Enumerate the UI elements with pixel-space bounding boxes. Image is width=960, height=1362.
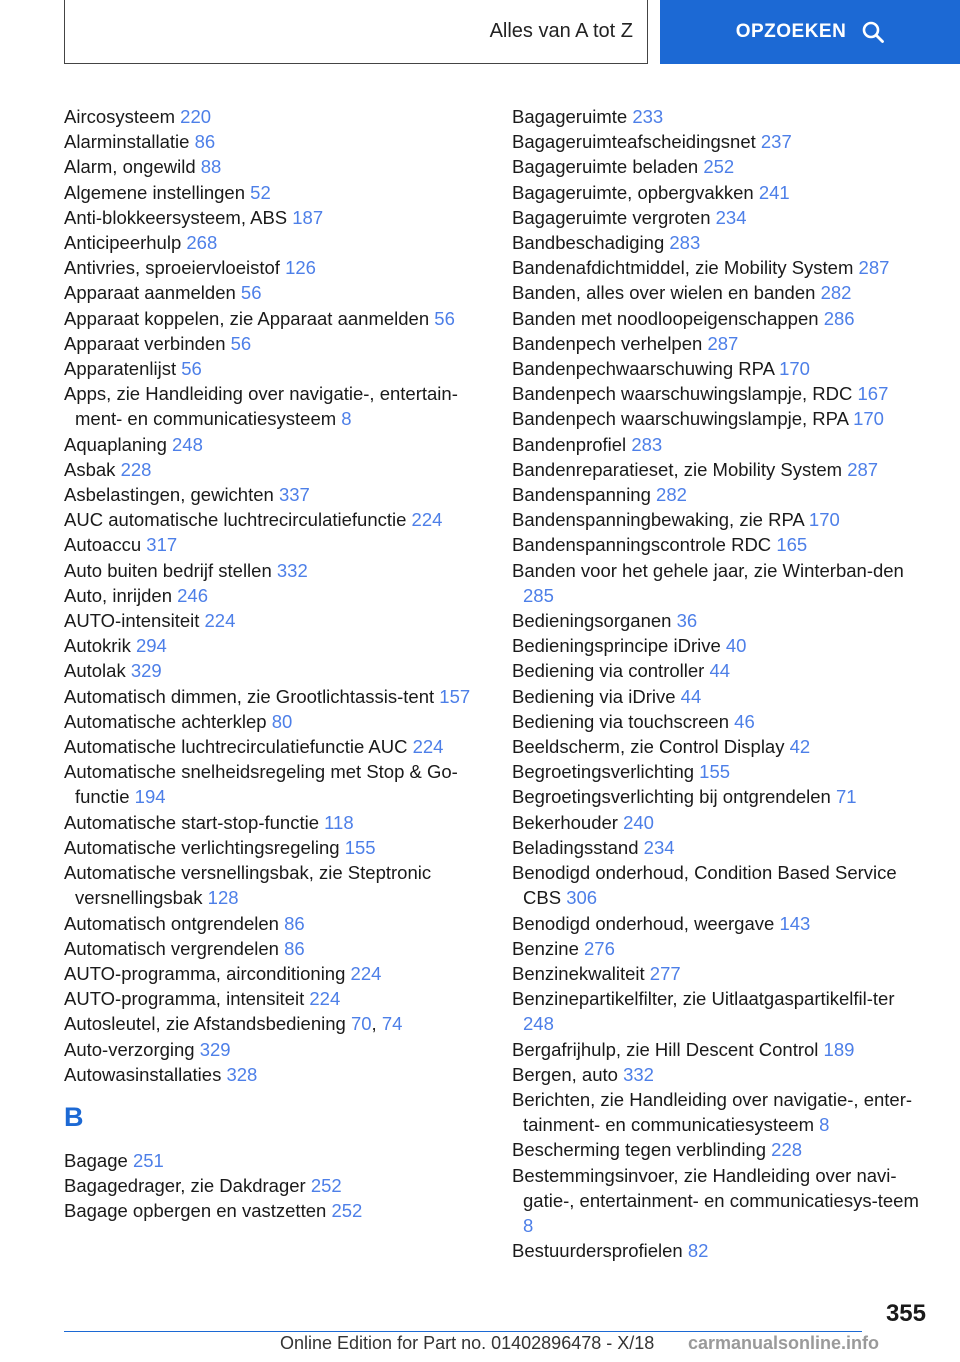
index-entry: [512, 1037, 928, 1062]
index-term: Apps, zie Handleiding over navigatie-, entertain-ment- en communicatiesysteem: [64, 383, 458, 430]
page-link[interactable]: 276: [584, 937, 615, 959]
index-entry: [512, 154, 928, 179]
index-term: Apparaat aanmelden: [64, 282, 236, 304]
index-column-left: [64, 104, 480, 1224]
index-term: Asbelastingen, gewichten: [64, 484, 274, 506]
page-link[interactable]: 287: [858, 257, 890, 279]
index-entry: [64, 1037, 480, 1062]
page-link[interactable]: 234: [715, 206, 747, 228]
index-term: Benzinepartikelfilter, zie Uitlaatgaspartikelfil-ter: [512, 988, 895, 1010]
index-term: Anti-blokkeersysteem, ABS: [64, 206, 288, 228]
index-term: Bandenspanning: [512, 484, 651, 506]
index-entry: [512, 356, 928, 381]
page-link[interactable]: 56: [230, 332, 252, 354]
index-entry: [64, 558, 480, 583]
index-entry: [512, 986, 928, 1036]
index-term: Auto-verzorging: [64, 1038, 195, 1060]
page-link[interactable]: 155: [344, 836, 376, 858]
index-term: Bandenpech verhelpen: [512, 332, 703, 354]
index-entry: [64, 457, 480, 482]
page-link[interactable]: 224: [350, 962, 382, 984]
page-link[interactable]: 42: [789, 736, 811, 758]
index-term: Bagagedrager, zie Dakdrager: [64, 1175, 306, 1197]
index-term: Bagage: [64, 1149, 128, 1171]
index-term: Benzinekwaliteit: [512, 962, 645, 984]
index-term: Bagageruimte, opbergvakken: [512, 181, 754, 203]
index-entry: [512, 381, 928, 406]
index-term: Antivries, sproeiervloeistof: [64, 257, 280, 279]
index-entry: [64, 129, 480, 154]
index-term: Begroetingsverlichting: [512, 761, 695, 783]
index-term: AUTO-programma, intensiteit: [64, 988, 305, 1010]
index-entry: [64, 255, 480, 280]
index-entry: [512, 406, 928, 431]
page-link[interactable]: 277: [649, 962, 681, 984]
page-link[interactable]: 332: [623, 1063, 654, 1085]
index-entry: [512, 633, 928, 658]
page-link[interactable]: 46: [734, 710, 755, 732]
index-term: Berichten, zie Handleiding over navigatie-, enter-tainment- en communicatiesysteem: [512, 1088, 913, 1136]
index-entry: [512, 1163, 928, 1239]
page-link[interactable]: 74: [381, 1013, 403, 1035]
index-term: Automatisch ontgrendelen: [64, 912, 279, 934]
index-term: Aircosysteem: [64, 106, 176, 127]
page-link[interactable]: 251: [132, 1149, 164, 1171]
index-term: Bandenprofiel: [512, 433, 627, 455]
index-entry: [64, 205, 480, 230]
page-link[interactable]: 252: [331, 1200, 363, 1222]
index-term: Begroetingsverlichting bij ontgrendelen: [512, 786, 831, 808]
page-link[interactable]: 170: [808, 509, 840, 531]
index-term: Beeldscherm, zie Control Display: [512, 736, 785, 758]
page-link[interactable]: 248: [172, 433, 203, 455]
page-link[interactable]: 283: [669, 232, 701, 254]
page-link[interactable]: 8: [341, 408, 352, 430]
page-link[interactable]: 224: [411, 509, 443, 531]
index-term: Automatisch vergrendelen: [64, 937, 279, 959]
index-entry: [512, 1062, 928, 1087]
page-link[interactable]: 252: [703, 156, 735, 178]
page-link[interactable]: 329: [199, 1038, 231, 1060]
index-term: Bekerhouder: [512, 811, 618, 833]
index-entry: [64, 936, 480, 961]
index-term: Alarm, ongewild: [64, 156, 196, 178]
index-entry: [64, 356, 480, 381]
index-entry: [64, 432, 480, 457]
page-link[interactable]: 86: [284, 912, 305, 934]
index-entry: [64, 810, 480, 835]
index-term: Apparatenlijst: [64, 358, 177, 380]
page-link[interactable]: 224: [309, 988, 341, 1010]
index-term: Bandenreparatieset, zie Mobility System: [512, 458, 843, 480]
index-entry: [512, 961, 928, 986]
index-term: Bergafrijhulp, zie Hill Descent Control: [512, 1038, 819, 1060]
index-entry: [512, 104, 928, 129]
page-link[interactable]: 287: [707, 332, 739, 354]
page-link[interactable]: 80: [271, 710, 293, 732]
page-link[interactable]: 224: [412, 736, 444, 758]
index-entry: Autosleutel, zie Afstandsbediening 70, 74: [64, 1013, 403, 1035]
page-link[interactable]: 282: [656, 484, 687, 506]
page-link[interactable]: 286: [823, 307, 855, 329]
page-link[interactable]: 88: [200, 156, 222, 178]
page-link[interactable]: 268: [186, 232, 218, 254]
page-link[interactable]: 337: [278, 484, 310, 506]
index-term: Autolak: [64, 660, 126, 682]
index-term: Apparaat verbinden: [64, 332, 226, 354]
index-entry: [512, 835, 928, 860]
index-term: Autosleutel, zie Afstandsbediening: [64, 1013, 346, 1035]
index-term: AUTO-programma, airconditioning: [64, 962, 346, 984]
index-term: Bergen, auto: [512, 1063, 618, 1085]
index-entry: [512, 1238, 928, 1263]
index-entry: [512, 784, 928, 809]
page-link[interactable]: 8: [523, 1214, 534, 1236]
page-link[interactable]: 167: [857, 383, 889, 405]
index-term: Auto buiten bedrijf stellen: [64, 559, 272, 581]
page-link[interactable]: 329: [130, 660, 162, 682]
page-link[interactable]: 170: [853, 408, 884, 430]
index-entry: [64, 911, 480, 936]
index-entry: [64, 759, 480, 809]
page-link[interactable]: 248: [523, 1013, 554, 1035]
page-link[interactable]: 126: [285, 257, 316, 279]
index-entry: [64, 482, 480, 507]
index-term: Algemene instellingen: [64, 181, 246, 203]
index-entry: [512, 608, 928, 633]
index-entry: [64, 154, 480, 179]
page-link[interactable]: 228: [771, 1139, 803, 1161]
index-entry: [512, 759, 928, 784]
index-term: Bandenpech waarschuwingslampje, RDC: [512, 383, 853, 405]
index-entry: [512, 306, 928, 331]
index-entry: [64, 1173, 480, 1198]
index-term: Bandenafdichtmiddel, zie Mobility System: [512, 257, 854, 279]
page-link[interactable]: 189: [823, 1038, 855, 1060]
index-term: Automatisch dimmen, zie Grootlichtassis-tent: [64, 685, 435, 707]
page-link[interactable]: 44: [680, 685, 702, 707]
search-icon: [862, 21, 884, 43]
page-link[interactable]: 228: [120, 458, 152, 480]
page-link[interactable]: 118: [324, 811, 354, 833]
index-term: Bediening via controller: [512, 660, 705, 682]
index-entry: [64, 633, 480, 658]
index-term: Automatische start-stop-functie: [64, 811, 319, 833]
index-entry: [64, 507, 480, 532]
index-term: Autokrik: [64, 635, 131, 657]
page-link[interactable]: 70: [350, 1013, 372, 1035]
index-entry: [512, 936, 928, 961]
index-entry: [512, 734, 928, 759]
page-link[interactable]: 241: [758, 181, 790, 203]
page-link[interactable]: 56: [434, 307, 455, 329]
page-link[interactable]: 332: [276, 559, 308, 581]
index-term: Bagageruimte beladen: [512, 156, 699, 178]
index-term: Anticipeerhulp: [64, 232, 182, 254]
page-link[interactable]: 82: [687, 1240, 709, 1262]
page-link[interactable]: 220: [180, 106, 212, 127]
index-entry: [64, 180, 480, 205]
index-entry: [512, 230, 928, 255]
index-term: Bestemmingsinvoer, zie Handleiding over navi-gatie-, entertainment- en communicatiesys-teem: [512, 1164, 919, 1211]
index-entry: [512, 911, 928, 936]
index-entry: [64, 986, 480, 1011]
index-term: Automatische versnellingsbak, zie Steptronic versnellingsbak: [64, 862, 432, 909]
page-link[interactable]: 194: [134, 786, 166, 808]
edition-text: Online Edition for Part no. 01402896478 - X/18: [280, 1333, 655, 1353]
index-term: Banden voor het gehele jaar, zie Winterban-den: [512, 559, 904, 581]
index-entry: [64, 532, 480, 557]
index-term: AUC automatische luchtrecirculatiefunctie: [64, 509, 407, 531]
page-link[interactable]: 165: [776, 534, 808, 556]
index-term: Beladingsstand: [512, 836, 639, 858]
index-entry: [64, 684, 480, 709]
index-term: Autoaccu: [64, 534, 142, 556]
index-entry: [512, 658, 928, 683]
index-term: Bedieningsprincipe iDrive: [512, 635, 721, 657]
index-entry: [512, 1137, 928, 1162]
page-link[interactable]: 52: [250, 181, 271, 203]
index-entry: [512, 709, 928, 734]
index-entry: [512, 280, 928, 305]
page-link[interactable]: 40: [725, 635, 747, 657]
index-entry: [512, 507, 928, 532]
index-term: Bandenpechwaarschuwing RPA: [512, 358, 774, 380]
index-entry: [512, 810, 928, 835]
index-term: Banden, alles over wielen en banden: [512, 282, 816, 304]
index-term: Bediening via touchscreen: [512, 710, 730, 732]
index-entry: [64, 608, 480, 633]
index-term: Automatische luchtrecirculatiefunctie AUC: [64, 736, 408, 758]
index-term: Bandbeschadiging: [512, 232, 665, 254]
index-term: Bagageruimteafscheidingsnet: [512, 131, 756, 153]
index-term: Bedieningsorganen: [512, 610, 672, 632]
index-entry: [512, 129, 928, 154]
index-entry: [512, 457, 928, 482]
index-term: Bagageruimte vergroten: [512, 206, 711, 228]
index-term: Benodigd onderhoud, weergave: [512, 912, 775, 934]
page-link[interactable]: 56: [240, 282, 262, 304]
page-link[interactable]: 128: [207, 887, 239, 909]
index-entry: [64, 860, 480, 910]
index-entry: [512, 255, 928, 280]
index-entry: [512, 1087, 928, 1137]
page-link[interactable]: 86: [194, 131, 216, 153]
section-title-tab: [64, 0, 648, 64]
index-term: Asbak: [64, 458, 116, 480]
search-label: OPZOEKEN: [735, 21, 847, 42]
index-entry: [64, 583, 480, 608]
page-link[interactable]: 155: [699, 761, 731, 783]
index-term: Autowasinstallaties: [64, 1063, 222, 1085]
index-entry: [64, 658, 480, 683]
page-link[interactable]: 71: [835, 786, 857, 808]
page-link[interactable]: 246: [177, 584, 208, 606]
index-entry: [512, 180, 928, 205]
page-link[interactable]: 237: [760, 131, 792, 153]
index-entry: [64, 381, 480, 431]
page-link[interactable]: 328: [226, 1063, 258, 1085]
index-entry: [64, 961, 480, 986]
index-term: Bescherming tegen verblinding: [512, 1139, 767, 1161]
index-entry: [64, 1198, 480, 1223]
page-link[interactable]: 306: [566, 887, 598, 909]
index-entry: [64, 835, 480, 860]
index-term: Bediening via iDrive: [512, 685, 676, 707]
index-entry: [64, 331, 480, 356]
page-link[interactable]: 240: [623, 811, 654, 833]
index-term: Bandenspanningscontrole RDC: [512, 534, 772, 556]
index-entry: [64, 734, 480, 759]
index-term: Aquaplaning: [64, 433, 167, 455]
page-link[interactable]: 317: [146, 534, 178, 556]
index-entry: [512, 482, 928, 507]
page-link[interactable]: 283: [631, 433, 663, 455]
index-entry: [512, 432, 928, 457]
index-term: Automatische achterklep: [64, 710, 267, 732]
index-term: Bagage opbergen en vastzetten: [64, 1200, 327, 1222]
index-entry: [64, 230, 480, 255]
page-link[interactable]: 252: [310, 1175, 342, 1197]
index-term: Bandenpech waarschuwingslampje, RPA: [512, 408, 848, 430]
page-link[interactable]: 143: [779, 912, 811, 934]
page-link[interactable]: 224: [204, 610, 236, 632]
page-link[interactable]: 233: [632, 106, 664, 127]
index-entry: [64, 104, 480, 129]
index-term: Bandenspanningbewaking, zie RPA: [512, 509, 804, 531]
index-term: Apparaat koppelen, zie Apparaat aanmelden: [64, 307, 430, 329]
index-entry: [64, 1062, 480, 1087]
page-link[interactable]: 157: [439, 685, 471, 707]
index-entry: [512, 205, 928, 230]
page-link[interactable]: 187: [292, 206, 324, 228]
index-term: Automatische verlichtingsregeling: [64, 836, 340, 858]
footer-divider: [64, 1331, 862, 1332]
page-link[interactable]: 285: [523, 584, 554, 606]
page-link[interactable]: 56: [181, 358, 202, 380]
page-link[interactable]: 36: [676, 610, 698, 632]
index-term: Banden met noodloopeigenschappen: [512, 307, 819, 329]
page-link[interactable]: 287: [847, 458, 879, 480]
index-term: Bestuurdersprofielen: [512, 1240, 683, 1262]
index-entry: [512, 860, 928, 910]
page-link[interactable]: 170: [779, 358, 810, 380]
page-number: 355: [885, 1300, 926, 1327]
index-entry: [512, 331, 928, 356]
index-entry: [64, 280, 480, 305]
page-link[interactable]: 294: [135, 635, 167, 657]
index-column-right: [512, 104, 928, 1263]
index-term: Bagageruimte: [512, 106, 628, 127]
page-link[interactable]: 8: [819, 1114, 830, 1136]
index-term: AUTO-intensiteit: [64, 610, 200, 632]
page-link[interactable]: 282: [820, 282, 852, 304]
section-letter-heading: B: [64, 1101, 84, 1132]
index-entry: [512, 558, 928, 608]
index-term: Automatische snelheidsregeling met Stop & Go-functie: [64, 761, 458, 808]
index-entry: [64, 709, 480, 734]
search-button[interactable]: [660, 0, 960, 64]
page-link[interactable]: 234: [643, 836, 675, 858]
watermark: carmanualsonline.info: [688, 1333, 880, 1353]
index-term: Alarminstallatie: [64, 131, 190, 153]
page-link[interactable]: 86: [284, 937, 305, 959]
index-entry: [64, 306, 480, 331]
index-entry: [512, 684, 928, 709]
index-term: Benodigd onderhoud, Condition Based Service CBS: [512, 862, 897, 909]
section-title: Alles van A tot Z: [489, 20, 633, 42]
index-entry: [512, 532, 928, 557]
index-term: Benzine: [512, 937, 579, 959]
page-link[interactable]: 44: [709, 660, 731, 682]
index-entry: [64, 1148, 480, 1173]
index-term: Auto, inrijden: [64, 584, 172, 606]
